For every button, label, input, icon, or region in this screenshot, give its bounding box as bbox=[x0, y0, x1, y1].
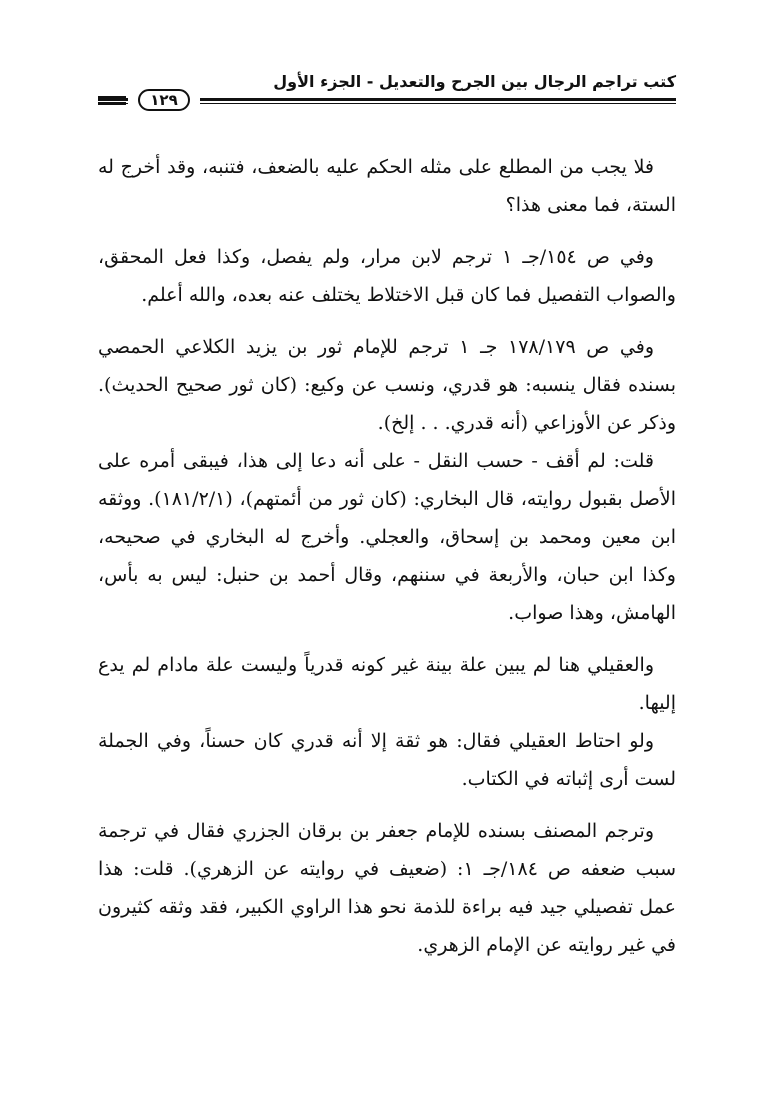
paragraph: وفي ص ١٥٤/جـ ١ ترجم لابن مرار، ولم يفصل، وكذا فعل المحقق، والصواب التفصيل فما كان قبل الاختلاط يختلف عنه بعده، والله أعلم. bbox=[98, 246, 676, 306]
paragraph: والعقيلي هنا لم يبين علة بينة غير كونه قدرياً وليست علة مادام لم يدع إليها. bbox=[98, 654, 676, 714]
paragraph: قلت: لم أقف - حسب النقل - على أنه دعا إلى هذا، فيبقى أمره على الأصل بقبول روايته، قال البخاري: (كان ثور من أئمتهم)، (١٨١/٢/١). ووثقه ابن معين ومحمد بن إسحاق، والعجلي. وأخرج له البخاري في صحيحه، وكذا ابن حبان، والأربعة في سننهم، وقال أحمد بن حنبل: ليس به بأس، الهامش، وهذا صواب. bbox=[98, 450, 676, 624]
page-number-badge bbox=[128, 88, 200, 112]
paragraph: فلا يجب من المطلع على مثله الحكم عليه بالضعف، فتنبه، وقد أخرج له الستة، فما معنى هذا؟ bbox=[98, 156, 676, 216]
page-body bbox=[98, 148, 676, 978]
page-header bbox=[98, 66, 676, 118]
paragraph: وترجم المصنف بسنده للإمام جعفر بن برقان الجزري فقال في ترجمة سبب ضعفه ص ١٨٤/جـ ١: (ضعيف في روايته عن الزهري). قلت: هذا عمل تفصيلي جيد فيه براءة للذمة نحو هذا الراوي الكبير، فقد وثقه كثيرون في غير روايته عن الإمام الزهري. bbox=[98, 820, 676, 956]
paragraph: ولو احتاط العقيلي فقال: هو ثقة إلا أنه قدري كان حسناً، وفي الجملة لست أرى إثباته في الكتاب. bbox=[98, 730, 676, 790]
running-title: كتب تراجم الرجال بين الجرح والتعديل - الجزء الأول bbox=[273, 72, 676, 91]
paragraph: وفي ص ١٧٨/١٧٩ جـ ١ ترجم للإمام ثور بن يزيد الكلاعي الحمصي بسنده فقال ينسبه: هو قدري، ونسب عن وكيع: (كان ثور صحيح الحديث). وذكر عن الأوزاعي (أنه قدري. . . إلخ). bbox=[98, 336, 676, 434]
page-number: ١٢٩ bbox=[138, 89, 189, 111]
header-left-ornament bbox=[98, 96, 126, 108]
